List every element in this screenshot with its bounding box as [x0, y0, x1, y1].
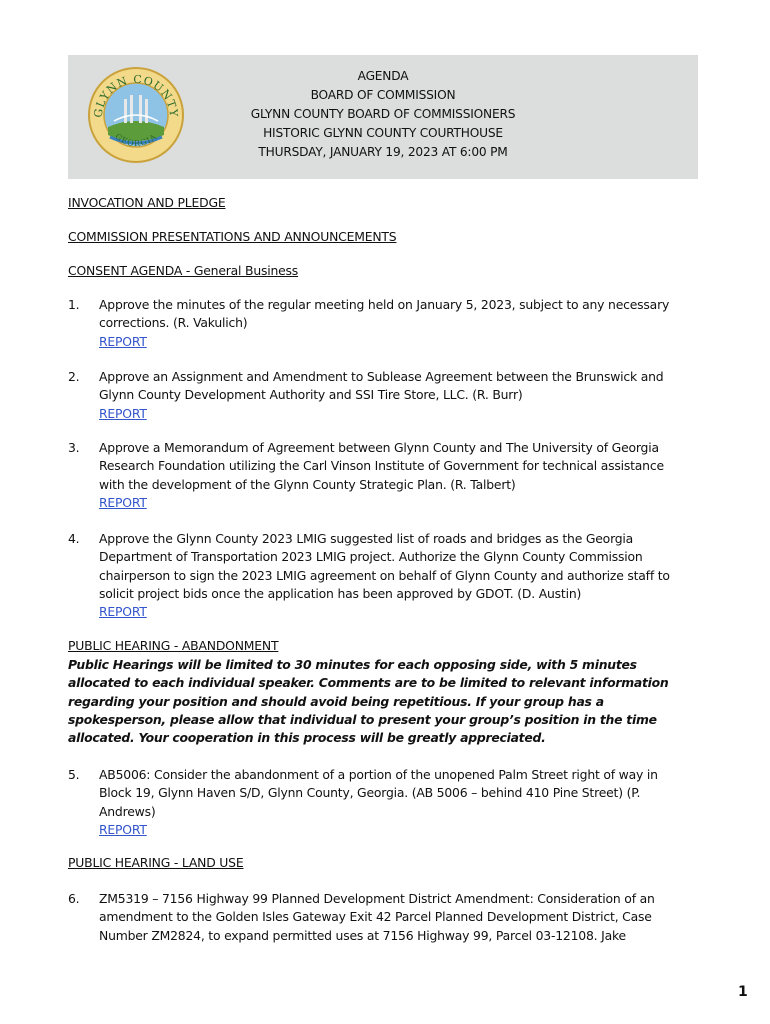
header-title-block — [68, 67, 698, 162]
item-text: Approve an Assignment and Amendment to Sublease Agreement between the Brunswick and Glynn County Development Authority and SSI Tire Store, LLC. (R. Burr) — [99, 369, 664, 403]
item-text: Approve the Glynn County 2023 LMIG suggested list of roads and bridges as the Georgia Department of Transportation 2023 LMIG project. Authorize the Glynn County Commission chairperson to sign the 2023 LMIG agreement on behalf of Glynn County and authorize staff to solicit project bids once the application has been approved by GDOT. (D. Austin) — [99, 531, 670, 601]
section-invocation: INVOCATION AND PLEDGE — [68, 195, 226, 210]
item-number: 3. — [68, 440, 80, 455]
item-number: 1. — [68, 297, 80, 312]
header-line-board: BOARD OF COMMISSION — [310, 88, 456, 102]
svg-text:GLYNN COUNTY: GLYNN COUNTY — [91, 72, 181, 119]
section-presentations: COMMISSION PRESENTATIONS AND ANNOUNCEMENTS — [68, 229, 397, 244]
header-line-agenda: AGENDA — [357, 69, 409, 83]
section-consent-agenda: CONSENT AGENDA - General Business — [68, 263, 299, 278]
report-link[interactable]: REPORT — [99, 333, 147, 349]
item-number: 2. — [68, 369, 80, 384]
item-text: ZM5319 – 7156 Highway 99 Planned Development District Amendment: Consideration of an amendment to the Golden Isles Gateway Exit 42 Parcel Planned Development District, Case Number ZM2824, to expand permitted uses at 7156 Highway 99, Parcel 03-12108. Jake — [99, 891, 655, 943]
agenda-header — [68, 55, 698, 179]
header-line-date: THURSDAY, JANUARY 19, 2023 AT 6:00 PM — [258, 145, 508, 159]
report-link[interactable]: REPORT — [99, 494, 147, 510]
header-line-courthouse: HISTORIC GLYNN COUNTY COURTHOUSE — [263, 126, 503, 140]
item-text: Approve a Memorandum of Agreement between Glynn County and The University of Georgia Research Foundation utilizing the Carl Vinson Institute of Government for technical assistance with the development of the Glynn County Strategic Plan. (R. Talbert) — [99, 440, 664, 492]
item-text: Approve the minutes of the regular meeting held on January 5, 2023, subject to any necessary corrections. (R. Vakulich) — [99, 297, 670, 331]
report-link[interactable]: REPORT — [99, 821, 147, 837]
public-hearing-note: Public Hearings will be limited to 30 minutes for each opposing side, with 5 minutes allocated to each individual speaker. Comments are to be limited to relevant information regarding your position and should avoid being repetitious. If your group has a spokesperson, please allow that individual to present your group’s position in the time allocated. Your cooperation in this process will be greatly appreciated. — [68, 657, 669, 746]
page-number: 1 — [738, 984, 748, 1000]
report-link[interactable]: REPORT — [99, 604, 147, 620]
item-number: 4. — [68, 531, 80, 546]
svg-text:GEORGIA: GEORGIA — [113, 131, 159, 149]
section-public-hearing-land-use: PUBLIC HEARING - LAND USE — [68, 855, 244, 870]
item-text: AB5006: Consider the abandonment of a portion of the unopened Palm Street right of way in Block 19, Glynn Haven S/D, Glynn County, Georgia. (AB 5006 – behind 410 Pine Street) (P. Andrews) — [99, 767, 658, 819]
section-public-hearing-abandonment: PUBLIC HEARING - ABANDONMENT — [68, 638, 279, 653]
report-link[interactable]: REPORT — [99, 405, 147, 421]
item-number: 6. — [68, 891, 80, 906]
item-number: 5. — [68, 767, 80, 782]
header-line-commissioners: GLYNN COUNTY BOARD OF COMMISSIONERS — [250, 107, 516, 121]
